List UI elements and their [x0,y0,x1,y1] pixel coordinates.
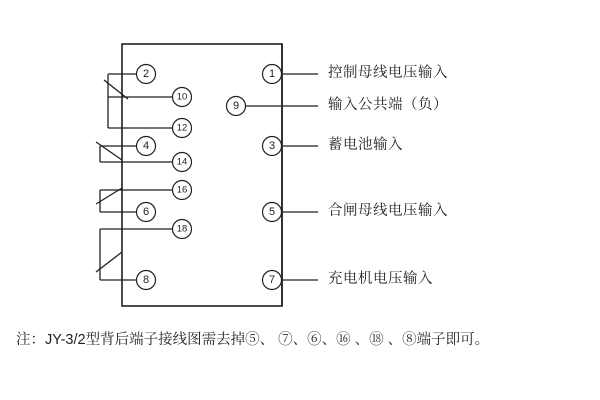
terminal-label-9: 输入公共端（负） [328,97,448,113]
terminal-number-6: 6 [142,206,150,218]
terminal-number-18: 18 [176,223,188,235]
terminal-label-1: 控制母线电压输入 [328,65,448,81]
terminal-number-2: 2 [142,68,150,80]
terminal-number-1: 1 [268,68,276,80]
terminal-label-5: 合闸母线电压输入 [328,203,448,219]
terminal-label-3: 蓄电池输入 [328,137,403,153]
terminal-label-7: 充电机电压输入 [328,271,433,287]
terminal-number-3: 3 [268,140,276,152]
diagram-note: 注：JY-3/2型背后端子接线图需去掉⑤、 ⑦、⑥、⑯ 、⑱ 、⑧端子即可。 [16,332,490,348]
terminal-number-8: 8 [142,274,150,286]
terminal-number-7: 7 [268,274,276,286]
terminal-number-4: 4 [142,140,150,152]
terminal-number-5: 5 [268,206,276,218]
terminal-number-10: 10 [176,91,188,103]
terminal-number-12: 12 [176,122,188,134]
terminal-number-14: 14 [176,156,188,168]
terminal-number-9: 9 [232,100,240,112]
terminal-number-16: 16 [176,184,188,196]
